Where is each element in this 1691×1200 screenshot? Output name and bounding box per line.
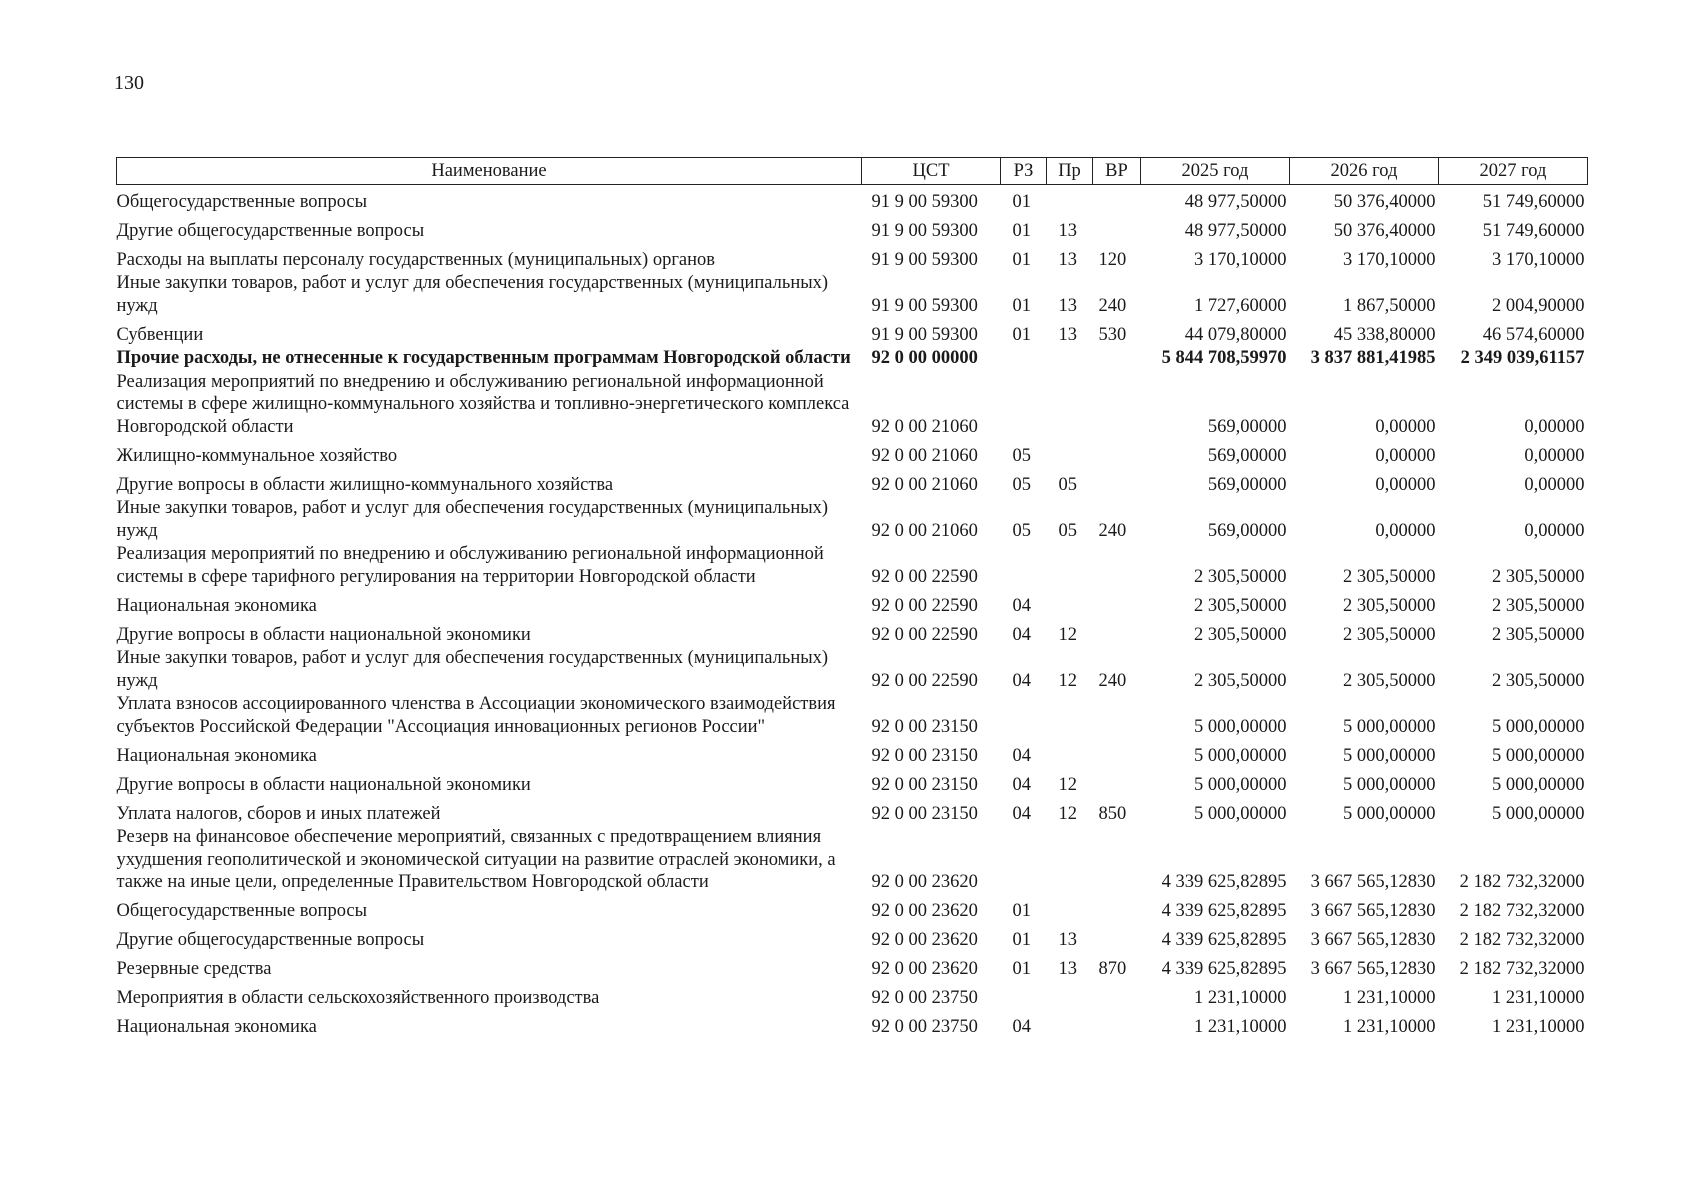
row-vr: [1093, 924, 1141, 953]
row-value-2025: 1 231,10000: [1194, 1017, 1287, 1037]
row-vr: 530: [1098, 324, 1127, 345]
row-name: Иные закупки товаров, работ и услуг для обеспечения государственных (муниципальных) нужд: [116, 498, 829, 541]
header-name: Наименование: [117, 158, 862, 185]
row-pr: 13: [1058, 959, 1077, 979]
row-value-2027: 2 305,50000: [1492, 566, 1585, 587]
row-value-2027: 2 182 732,32000: [1459, 872, 1585, 892]
row-vr: 240: [1098, 670, 1127, 691]
row-cst: 92 0 00 23620: [871, 930, 978, 950]
row-rz: 05: [1012, 520, 1031, 541]
row-pr: [1047, 693, 1093, 739]
header-2026: 2026 год: [1290, 158, 1439, 185]
row-pr: 13: [1058, 220, 1077, 241]
row-cst: 92 0 00 22590: [871, 566, 978, 587]
table-row: [117, 371, 1588, 440]
row-value-2025: 2 305,50000: [1194, 595, 1287, 616]
row-vr: 120: [1098, 249, 1127, 270]
row-name: Другие вопросы в области жилищно-коммунального хозяйства: [116, 474, 614, 495]
row-pr: [1047, 589, 1093, 618]
table-row: [117, 589, 1588, 618]
row-rz: 04: [1012, 803, 1031, 824]
table-row: [117, 468, 1588, 497]
row-name: Другие вопросы в области национальной экономики: [116, 624, 531, 645]
row-value-2025: 569,00000: [1207, 445, 1287, 466]
row-rz: 01: [1012, 901, 1031, 921]
row-rz: 05: [1012, 445, 1031, 466]
header-pr: Пр: [1047, 158, 1093, 185]
row-cst: 92 0 00 23620: [871, 872, 978, 892]
row-pr: [1047, 439, 1093, 468]
row-name: Прочие расходы, не отнесенные к государственным программам Новгородской области: [116, 348, 851, 368]
row-value-2026: 45 338,80000: [1333, 324, 1436, 345]
row-value-2027: 1 231,10000: [1492, 1017, 1585, 1037]
row-cst: 92 0 00 22590: [871, 670, 978, 691]
row-value-2026: 5 000,00000: [1343, 745, 1436, 766]
row-cst: 92 0 00 23150: [871, 716, 978, 737]
row-cst: 92 0 00 21060: [871, 445, 978, 466]
row-name: Иные закупки товаров, работ и услуг для обеспечения государственных (муниципальных) нужд: [116, 648, 829, 691]
row-vr: [1093, 768, 1141, 797]
row-name: Общегосударственные вопросы: [116, 191, 368, 212]
row-name: Резервные средства: [116, 959, 272, 979]
row-value-2025: 44 079,80000: [1184, 324, 1287, 345]
row-pr: [1047, 371, 1093, 440]
row-value-2026: 2 305,50000: [1343, 566, 1436, 587]
row-value-2026: 3 170,10000: [1343, 249, 1436, 270]
row-name: Уплата взносов ассоциированного членства в Ассоциации экономического взаимодействия субъектов Российской Федерации "Ассоциация инновационных регионов России": [116, 694, 836, 737]
row-vr: [1093, 347, 1141, 371]
row-value-2026: 0,00000: [1375, 416, 1436, 437]
row-value-2025: 1 727,60000: [1194, 295, 1287, 316]
row-name: Реализация мероприятий по внедрению и обслуживанию региональной информационной системы в сфере жилищно-коммунального хозяйства и топливно-энергетического комплекса Новгородской области: [116, 371, 850, 437]
row-vr: [1093, 468, 1141, 497]
row-value-2026: 2 305,50000: [1343, 624, 1436, 645]
row-vr: [1093, 185, 1141, 215]
row-pr: 13: [1058, 295, 1077, 316]
row-pr: 12: [1058, 624, 1077, 645]
table-row: [117, 982, 1588, 1011]
row-name: Мероприятия в области сельскохозяйственного производства: [116, 988, 600, 1008]
row-value-2027: 0,00000: [1524, 520, 1585, 541]
row-cst: 91 9 00 59300: [871, 220, 978, 241]
row-pr: [1047, 347, 1093, 371]
row-vr: 240: [1098, 295, 1127, 316]
row-vr: [1093, 214, 1141, 243]
row-cst: 91 9 00 59300: [871, 295, 978, 316]
table-row: [117, 543, 1588, 589]
row-value-2026: 5 000,00000: [1343, 774, 1436, 795]
row-value-2027: 51 749,60000: [1482, 191, 1585, 212]
row-vr: 870: [1098, 959, 1127, 979]
row-cst: 91 9 00 59300: [871, 249, 978, 270]
row-pr: 12: [1058, 803, 1077, 824]
row-value-2025: 569,00000: [1207, 474, 1287, 495]
table-row: [117, 497, 1588, 543]
row-cst: 92 0 00 23620: [871, 959, 978, 979]
table-row: [117, 347, 1588, 371]
table-row: [117, 439, 1588, 468]
row-value-2027: 46 574,60000: [1482, 324, 1585, 345]
row-vr: [1093, 895, 1141, 924]
table-row: [117, 618, 1588, 647]
row-rz: 05: [1012, 474, 1031, 495]
row-pr: [1047, 1011, 1093, 1040]
row-name: Другие общегосударственные вопросы: [116, 930, 425, 950]
table-row: [117, 185, 1588, 215]
row-vr: 850: [1098, 803, 1127, 824]
row-name: Другие общегосударственные вопросы: [116, 220, 425, 241]
row-value-2027: 5 000,00000: [1492, 745, 1585, 766]
row-value-2027: 2 182 732,32000: [1459, 901, 1585, 921]
row-value-2025: 5 844 708,59970: [1161, 348, 1287, 368]
table-body: [117, 185, 1588, 1040]
row-value-2025: 48 977,50000: [1184, 191, 1287, 212]
row-value-2025: 4 339 625,82895: [1161, 872, 1287, 892]
row-name: Иные закупки товаров, работ и услуг для обеспечения государственных (муниципальных) нужд: [116, 273, 829, 316]
table-row: [117, 797, 1588, 826]
row-value-2025: 4 339 625,82895: [1161, 959, 1287, 979]
page-number: 130: [114, 72, 144, 94]
row-pr: [1047, 895, 1093, 924]
row-value-2026: 3 667 565,12830: [1310, 930, 1436, 950]
row-value-2025: 2 305,50000: [1194, 670, 1287, 691]
row-pr: 13: [1058, 324, 1077, 345]
row-value-2025: 5 000,00000: [1194, 745, 1287, 766]
row-pr: 12: [1058, 774, 1077, 795]
row-cst: 92 0 00 23750: [871, 988, 978, 1008]
row-name: Другие вопросы в области национальной экономики: [116, 774, 531, 795]
row-value-2026: 0,00000: [1375, 445, 1436, 466]
row-rz: [1001, 347, 1047, 371]
row-value-2026: 50 376,40000: [1333, 191, 1436, 212]
row-vr: [1093, 1011, 1141, 1040]
row-pr: 05: [1058, 520, 1077, 541]
table-row: [117, 318, 1588, 347]
row-value-2025: 5 000,00000: [1194, 716, 1287, 737]
row-value-2026: 0,00000: [1375, 520, 1436, 541]
row-value-2027: 5 000,00000: [1492, 803, 1585, 824]
row-name: Жилищно-коммунальное хозяйство: [116, 445, 398, 466]
row-value-2027: 0,00000: [1524, 445, 1585, 466]
table-row: [117, 214, 1588, 243]
row-cst: 92 0 00 23620: [871, 901, 978, 921]
row-rz: 04: [1012, 624, 1031, 645]
row-value-2026: 2 305,50000: [1343, 595, 1436, 616]
row-rz: 04: [1012, 774, 1031, 795]
row-cst: 92 0 00 23150: [871, 803, 978, 824]
row-cst: 92 0 00 21060: [871, 474, 978, 495]
table-row: [117, 826, 1588, 895]
row-value-2026: 1 231,10000: [1343, 1017, 1436, 1037]
row-value-2027: 2 305,50000: [1492, 624, 1585, 645]
row-value-2025: 1 231,10000: [1194, 988, 1287, 1008]
row-value-2026: 3 837 881,41985: [1310, 348, 1436, 368]
row-rz: [1001, 826, 1047, 895]
row-value-2027: 2 182 732,32000: [1459, 930, 1585, 950]
budget-table: [116, 157, 1588, 1040]
row-value-2027: 2 349 039,61157: [1460, 348, 1585, 368]
row-name: Реализация мероприятий по внедрению и обслуживанию региональной информационной системы в сфере тарифного регулирования на территории Новгородской области: [116, 544, 824, 587]
row-pr: [1047, 543, 1093, 589]
row-rz: [1001, 693, 1047, 739]
row-pr: [1047, 739, 1093, 768]
row-pr: 13: [1058, 249, 1077, 270]
row-value-2025: 5 000,00000: [1194, 774, 1287, 795]
row-vr: [1093, 982, 1141, 1011]
row-rz: [1001, 543, 1047, 589]
header-2027: 2027 год: [1439, 158, 1588, 185]
table-row: [117, 895, 1588, 924]
row-cst: 92 0 00 23150: [871, 745, 978, 766]
row-rz: 04: [1012, 1017, 1031, 1037]
table-row: [117, 1011, 1588, 1040]
row-value-2026: 2 305,50000: [1343, 670, 1436, 691]
row-value-2025: 4 339 625,82895: [1161, 930, 1287, 950]
row-vr: [1093, 439, 1141, 468]
row-pr: [1047, 982, 1093, 1011]
row-rz: 01: [1012, 930, 1031, 950]
row-cst: 92 0 00 22590: [871, 595, 978, 616]
row-value-2027: 5 000,00000: [1492, 716, 1585, 737]
row-rz: 01: [1012, 191, 1031, 212]
row-pr: [1047, 826, 1093, 895]
table-header: [117, 158, 1588, 185]
row-value-2026: 3 667 565,12830: [1310, 872, 1436, 892]
row-rz: 04: [1012, 670, 1031, 691]
row-pr: 12: [1058, 670, 1077, 691]
row-value-2027: 1 231,10000: [1492, 988, 1585, 1008]
row-vr: [1093, 543, 1141, 589]
row-value-2027: 0,00000: [1524, 416, 1585, 437]
row-vr: [1093, 739, 1141, 768]
row-vr: 240: [1098, 520, 1127, 541]
row-cst: 92 0 00 21060: [871, 520, 978, 541]
row-value-2025: 3 170,10000: [1194, 249, 1287, 270]
row-value-2027: 2 004,90000: [1492, 295, 1585, 316]
row-value-2026: 0,00000: [1375, 474, 1436, 495]
table-row: [117, 953, 1588, 982]
row-cst: 92 0 00 00000: [871, 348, 978, 368]
table-row: [117, 647, 1588, 693]
row-value-2025: 2 305,50000: [1194, 566, 1287, 587]
row-value-2025: 4 339 625,82895: [1161, 901, 1287, 921]
header-rz: РЗ: [1001, 158, 1047, 185]
row-cst: 92 0 00 23750: [871, 1017, 978, 1037]
row-value-2027: 0,00000: [1524, 474, 1585, 495]
row-value-2026: 5 000,00000: [1343, 716, 1436, 737]
row-value-2026: 50 376,40000: [1333, 220, 1436, 241]
row-rz: 01: [1012, 295, 1031, 316]
row-value-2025: 569,00000: [1207, 520, 1287, 541]
row-rz: 01: [1012, 959, 1031, 979]
row-value-2027: 51 749,60000: [1482, 220, 1585, 241]
row-cst: 92 0 00 21060: [871, 416, 978, 437]
row-cst: 92 0 00 22590: [871, 624, 978, 645]
table-row: [117, 924, 1588, 953]
row-rz: [1001, 371, 1047, 440]
row-pr: 05: [1058, 474, 1077, 495]
table-row: [117, 739, 1588, 768]
row-value-2027: 5 000,00000: [1492, 774, 1585, 795]
row-rz: 01: [1012, 324, 1031, 345]
row-value-2025: 5 000,00000: [1194, 803, 1287, 824]
table-row: [117, 272, 1588, 318]
row-rz: [1001, 982, 1047, 1011]
row-rz: 04: [1012, 595, 1031, 616]
row-name: Расходы на выплаты персоналу государственных (муниципальных) органов: [116, 249, 716, 270]
table-row: [117, 243, 1588, 272]
row-pr: 13: [1058, 930, 1077, 950]
row-vr: [1093, 693, 1141, 739]
row-value-2026: 1 231,10000: [1343, 988, 1436, 1008]
row-rz: 04: [1012, 745, 1031, 766]
row-value-2027: 3 170,10000: [1492, 249, 1585, 270]
row-value-2025: 48 977,50000: [1184, 220, 1287, 241]
header-cst: ЦСТ: [862, 158, 1001, 185]
row-value-2025: 2 305,50000: [1194, 624, 1287, 645]
header-2025: 2025 год: [1141, 158, 1290, 185]
row-value-2027: 2 182 732,32000: [1459, 959, 1585, 979]
row-name: Национальная экономика: [116, 595, 317, 616]
row-name: Резерв на финансовое обеспечение мероприятий, связанных с предотвращением влияния ухудшения геополитической и экономической ситуации на развитие отраслей экономики, а также на иные цели, определенные Правительством Новгородской области: [116, 827, 836, 892]
row-value-2025: 569,00000: [1207, 416, 1287, 437]
row-value-2026: 3 667 565,12830: [1310, 901, 1436, 921]
table-row: [117, 693, 1588, 739]
header-vr: ВР: [1093, 158, 1141, 185]
row-name: Национальная экономика: [116, 1017, 317, 1037]
row-rz: 01: [1012, 249, 1031, 270]
row-vr: [1093, 589, 1141, 618]
row-vr: [1093, 618, 1141, 647]
row-name: Субвенции: [116, 324, 204, 345]
row-name: Общегосударственные вопросы: [116, 901, 368, 921]
row-pr: [1047, 185, 1093, 215]
row-vr: [1093, 826, 1141, 895]
table-row: [117, 768, 1588, 797]
row-cst: 91 9 00 59300: [871, 324, 978, 345]
row-value-2026: 1 867,50000: [1343, 295, 1436, 316]
row-value-2026: 5 000,00000: [1343, 803, 1436, 824]
row-cst: 91 9 00 59300: [871, 191, 978, 212]
row-value-2027: 2 305,50000: [1492, 595, 1585, 616]
row-value-2026: 3 667 565,12830: [1310, 959, 1436, 979]
row-vr: [1093, 371, 1141, 440]
row-name: Уплата налогов, сборов и иных платежей: [116, 803, 441, 824]
row-cst: 92 0 00 23150: [871, 774, 978, 795]
row-value-2027: 2 305,50000: [1492, 670, 1585, 691]
row-rz: 01: [1012, 220, 1031, 241]
row-name: Национальная экономика: [116, 745, 317, 766]
